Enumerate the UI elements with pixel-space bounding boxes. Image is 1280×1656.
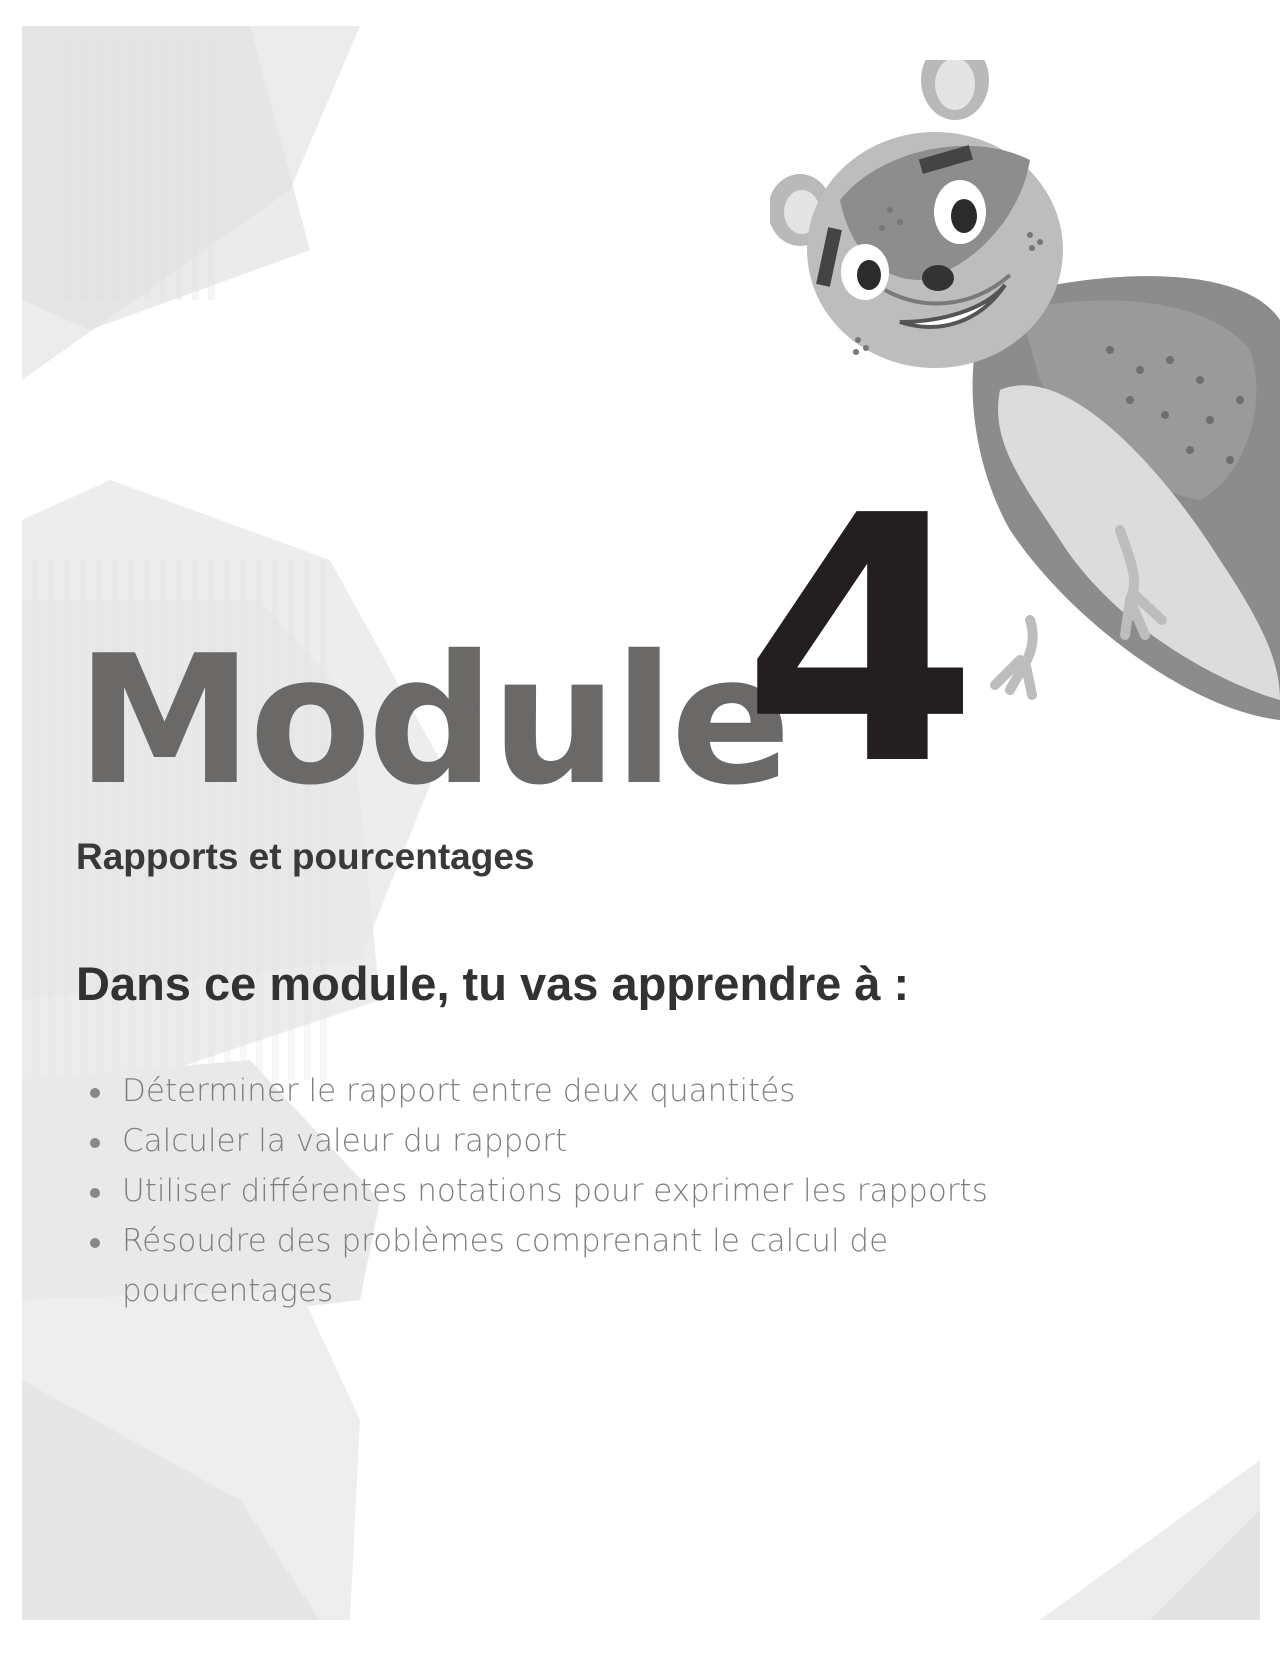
objective-text: Résoudre des problèmes comprenant le calcul de pourcentages (122, 1223, 889, 1309)
bullet-icon (90, 1088, 100, 1098)
bullet-icon (90, 1238, 100, 1248)
objective-text: Déterminer le rapport entre deux quantités (122, 1073, 796, 1109)
module-title-word: Module (76, 617, 788, 824)
objective-item (90, 1116, 1030, 1166)
objectives-list (90, 1066, 1030, 1316)
objectives-heading: Dans ce module, tu vas apprendre à : (76, 957, 910, 1010)
module-number: 4 (742, 444, 979, 840)
objective-text: Utiliser différentes notations pour exprimer les rapports (122, 1173, 988, 1209)
objective-item (90, 1166, 1030, 1216)
objective-text: Calculer la valeur du rapport (122, 1123, 568, 1159)
module-subtitle: Rapports et pourcentages (76, 836, 535, 877)
objective-item (90, 1066, 1030, 1116)
bullet-icon (90, 1188, 100, 1198)
objective-item (90, 1216, 1030, 1316)
bullet-icon (90, 1138, 100, 1148)
